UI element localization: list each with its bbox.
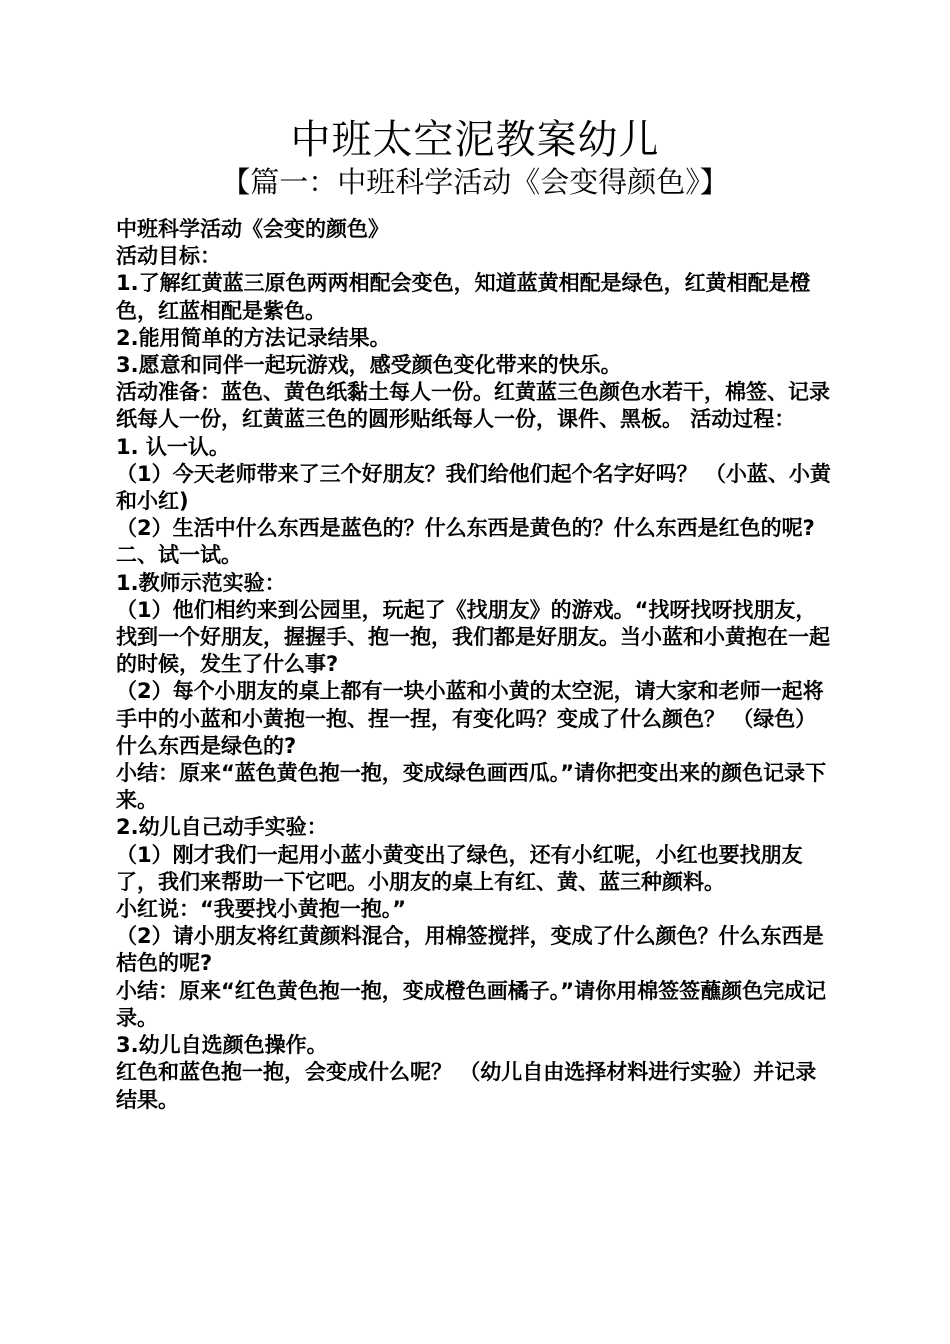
document-subtitle: 【篇一：中班科学活动《会变得颜色》】 <box>221 165 729 199</box>
step-1-heading: 1. 认一认。 <box>116 434 230 459</box>
experiment-heading: 2.幼儿自己动手实验： <box>116 815 328 840</box>
preparation-paragraph: 活动准备：蓝色、黄色纸黏土每人一份。红黄蓝三色颜色水若干，棉签、记录纸每人一份，红黄蓝三色的圆形贴纸每人一份，课件、黑板。 活动过程： <box>116 380 830 432</box>
document-title: 中班太空泥教案幼儿 <box>290 117 660 163</box>
demo-heading: 1.教师示范实验： <box>116 570 286 595</box>
summary-1: 小结：原来“蓝色黄色抱一抱，变成绿色画西瓜。”请你把变出来的颜色记录下来。 <box>116 761 827 813</box>
demo-item-2: （2）每个小朋友的桌上都有一块小蓝和小黄的太空泥，请大家和老师一起将手中的小蓝和小黄抱一抱、捏一捏，有变化吗？变成了什么颜色？ （绿色）什么东西是绿色的? <box>116 679 824 758</box>
goals-heading: 活动目标： <box>116 244 221 269</box>
demo-item-1: （1）他们相约来到公园里，玩起了《找朋友》的游戏。“找呀找呀找朋友，找到一个好朋友，握握手、抱一抱，我们都是好朋友。当小蓝和小黄抱在一起的时候，发生了什么事? <box>116 597 830 677</box>
document-body <box>116 216 836 1114</box>
step-1-item-2: （2）生活中什么东西是蓝色的？什么东西是黄色的？什么东西是红色的呢? <box>116 516 815 541</box>
experiment-item-1: （1）刚才我们一起用小蓝小黄变出了绿色，还有小红呢，小红也要找朋友了，我们来帮助一下它吧。小朋友的桌上有红、黄、蓝三种颜料。 <box>116 842 803 894</box>
free-choice-heading: 3.幼儿自选颜色操作。 <box>116 1033 328 1058</box>
step-1-item-1: （1）今天老师带来了三个好朋友？我们给他们起个名字好吗？ （小蓝、小黄和小红) <box>116 461 831 514</box>
xiaohong-quote: 小红说：“我要找小黄抱一抱。” <box>116 897 407 922</box>
goal-item-3: 3.愿意和同伴一起玩游戏，感受颜色变化带来的快乐。 <box>116 353 622 378</box>
free-choice-paragraph: 红色和蓝色抱一抱，会变成什么呢？ （幼儿自由选择材料进行实验）并记录结果。 <box>116 1060 817 1112</box>
summary-2: 小结：原来“红色黄色抱一抱，变成橙色画橘子。”请你用棉签签蘸颜色完成记录。 <box>116 978 827 1030</box>
lesson-heading: 中班科学活动《会变的颜色》 <box>116 217 389 241</box>
goal-item-1: 1.了解红黄蓝三原色两两相配会变色，知道蓝黄相配是绿色，红黄相配是橙色，红蓝相配是紫色。 <box>116 271 811 323</box>
section-2-heading: 二、试一试。 <box>116 543 242 568</box>
experiment-item-2: （2）请小朋友将红黄颜料混合，用棉签搅拌，变成了什么颜色？什么东西是桔色的呢? <box>116 924 824 976</box>
goal-item-2: 2.能用简单的方法记录结果。 <box>116 325 391 350</box>
